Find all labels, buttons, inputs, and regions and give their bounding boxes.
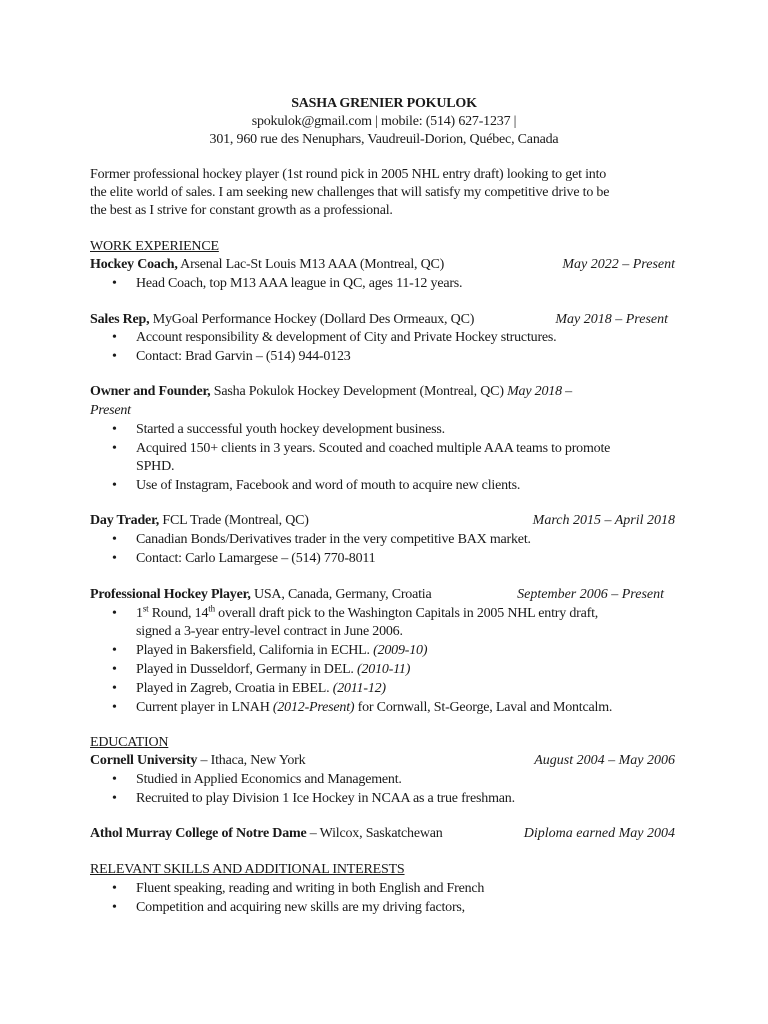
teams-text: for Cornwall, St-George, Laval and Montcalm. <box>354 700 613 715</box>
bullet-glyph: • <box>112 881 117 896</box>
bullet-text <box>136 698 612 717</box>
job-title: Professional Hockey Player, <box>90 587 251 602</box>
bullet-text <box>136 641 427 660</box>
job-header <box>90 310 474 329</box>
job-date: May 2018 – <box>507 384 572 399</box>
bullet-glyph: • <box>112 681 117 696</box>
job-date: March 2015 – April 2018 <box>532 513 675 528</box>
bullet-glyph: • <box>112 551 117 566</box>
section-heading-work: WORK EXPERIENCE <box>90 239 219 254</box>
school-location: – Wilcox, Saskatchewan <box>306 826 443 841</box>
summary-line: the elite world of sales. I am seeking new challenges that will satisfy my competitive drive to be <box>90 185 610 200</box>
bullet-text <box>136 604 598 623</box>
job-header <box>90 382 572 401</box>
job-org: FCL Trade (Montreal, QC) <box>159 513 309 528</box>
league-text: Played in Dusseldorf, Germany in DEL. <box>136 662 358 677</box>
contact-line: spokulok@gmail.com | mobile: (514) 627-1237 | <box>251 114 517 129</box>
bullet-glyph: • <box>112 349 117 364</box>
job-header <box>90 511 309 530</box>
bullet-text-continued: signed a 3-year entry-level contract in June 2006. <box>136 624 403 639</box>
school-date: Diploma earned May 2004 <box>523 826 675 841</box>
job-title: Sales Rep, <box>90 312 150 327</box>
bullet-glyph: • <box>112 532 117 547</box>
job-org: MyGoal Performance Hockey (Dollard Des Ormeaux, QC) <box>149 312 475 327</box>
address-line: 301, 960 rue des Nenuphars, Vaudreuil-Dorion, Québec, Canada <box>209 132 559 147</box>
bullet-glyph: • <box>112 791 117 806</box>
draft-round: 1 <box>136 606 143 621</box>
draft-detail: overall draft pick to the Washington Capitals in 2005 NHL entry draft, <box>214 606 599 621</box>
bullet-text: Acquired 150+ clients in 3 years. Scouted and coached multiple AAA teams to promote <box>136 441 611 456</box>
section-heading-education: EDUCATION <box>90 735 169 750</box>
summary-line: the best as I strive for constant growth as a professional. <box>90 203 393 218</box>
draft-pick: Round, 14 <box>148 606 209 621</box>
ordinal-suffix: st <box>142 603 149 614</box>
job-date: September 2006 – Present <box>517 587 664 602</box>
bullet-glyph: • <box>112 422 117 437</box>
candidate-name: SASHA GRENIER POKULOK <box>291 96 477 111</box>
bullet-text: Contact: Brad Garvin – (514) 944-0123 <box>136 349 351 364</box>
job-title: Day Trader, <box>90 513 160 528</box>
bullet-glyph: • <box>112 662 117 677</box>
bullet-text: Studied in Applied Economics and Management. <box>136 772 402 787</box>
bullet-glyph: • <box>112 772 117 787</box>
job-org: Arsenal Lac-St Louis M13 AAA (Montreal, QC) <box>177 257 445 272</box>
bullet-text: Use of Instagram, Facebook and word of mouth to acquire new clients. <box>136 478 521 493</box>
bullet-text: Account responsibility & development of City and Private Hockey structures. <box>136 330 557 345</box>
bullet-text: Contact: Carlo Lamargese – (514) 770-8011 <box>136 551 376 566</box>
bullet-glyph: • <box>112 330 117 345</box>
bullet-glyph: • <box>112 441 117 456</box>
bullet-glyph: • <box>112 700 117 715</box>
season-date: (2010-11) <box>357 662 411 677</box>
bullet-text: Competition and acquiring new skills are my driving factors, <box>136 900 465 915</box>
job-date: May 2022 – Present <box>562 257 675 272</box>
school-header <box>90 824 443 843</box>
job-title: Owner and Founder, <box>90 384 211 399</box>
section-heading-skills: RELEVANT SKILLS AND ADDITIONAL INTERESTS <box>90 862 405 877</box>
job-org: Sasha Pokulok Hockey Development (Montreal, QC) <box>210 384 508 399</box>
bullet-glyph: • <box>112 900 117 915</box>
job-org: USA, Canada, Germany, Croatia <box>250 587 432 602</box>
job-title: Hockey Coach, <box>90 257 178 272</box>
league-text: Played in Bakersfield, California in ECHL. <box>136 643 374 658</box>
bullet-text: Started a successful youth hockey development business. <box>136 422 445 437</box>
bullet-glyph: • <box>112 606 117 621</box>
season-date: (2012-Present) <box>272 700 355 715</box>
bullet-text: Head Coach, top M13 AAA league in QC, ages 11-12 years. <box>136 276 463 291</box>
season-date: (2009-10) <box>373 643 428 658</box>
bullet-text <box>136 660 410 679</box>
bullet-text: Fluent speaking, reading and writing in both English and French <box>136 881 485 896</box>
job-date: May 2018 – Present <box>555 312 668 327</box>
bullet-text: Canadian Bonds/Derivatives trader in the very competitive BAX market. <box>136 532 531 547</box>
season-date: (2011-12) <box>332 681 386 696</box>
bullet-glyph: • <box>112 276 117 291</box>
league-text: Played in Zagreb, Croatia in EBEL. <box>136 681 333 696</box>
league-text: Current player in LNAH <box>136 700 273 715</box>
school-header <box>90 751 305 770</box>
job-date-continued: Present <box>90 403 131 418</box>
bullet-text: Recruited to play Division 1 Ice Hockey in NCAA as a true freshman. <box>136 791 515 806</box>
bullet-text-continued: SPHD. <box>136 459 175 474</box>
bullet-glyph: • <box>112 643 117 658</box>
job-header <box>90 585 432 604</box>
school-name: Cornell University <box>90 753 198 768</box>
summary-line: Former professional hockey player (1st round pick in 2005 NHL entry draft) looking to get into <box>90 167 607 182</box>
school-location: – Ithaca, New York <box>197 753 306 768</box>
school-date: August 2004 – May 2006 <box>534 753 675 768</box>
job-header <box>90 255 444 274</box>
bullet-text <box>136 679 386 698</box>
bullet-glyph: • <box>112 478 117 493</box>
school-name: Athol Murray College of Notre Dame <box>90 826 307 841</box>
ordinal-suffix: th <box>208 603 215 614</box>
